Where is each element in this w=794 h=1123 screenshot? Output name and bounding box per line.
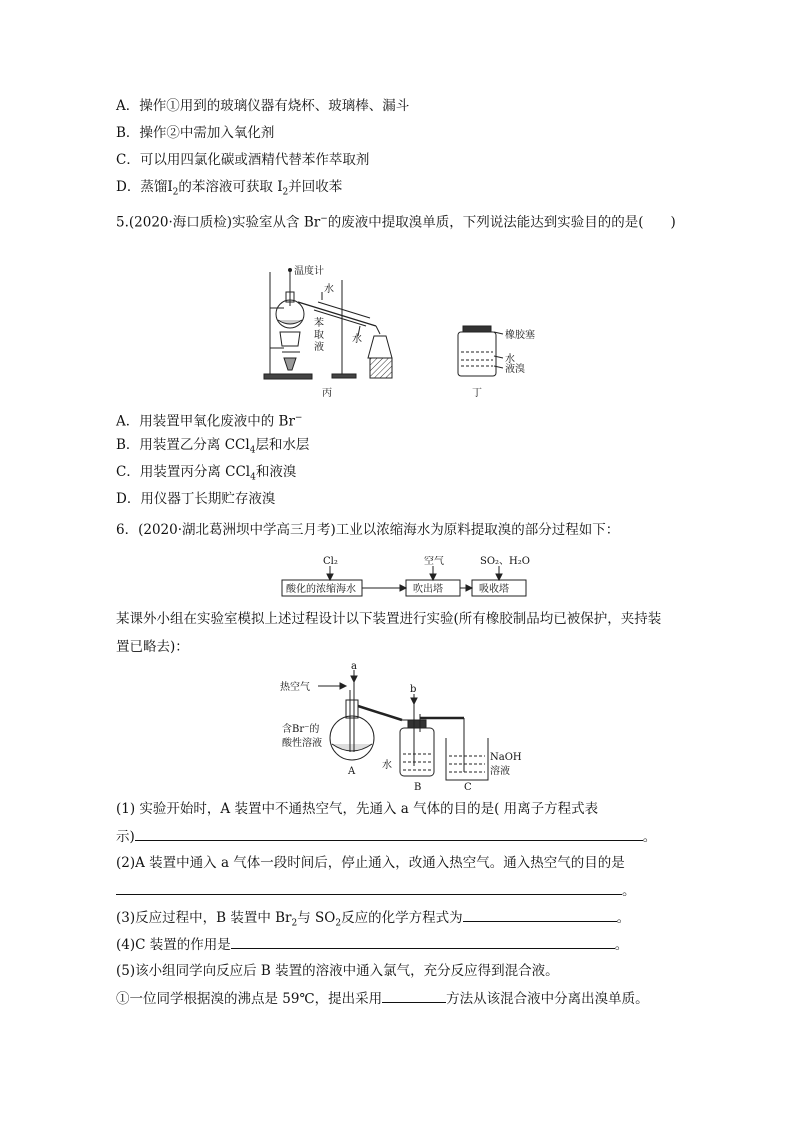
q4-d-sub-1: 2 bbox=[172, 187, 179, 198]
q6-part-2-b bbox=[116, 880, 636, 901]
water-label: 水 bbox=[382, 760, 392, 771]
solution-label: 溶液 bbox=[490, 766, 510, 777]
answer-blank-1[interactable] bbox=[135, 826, 643, 841]
q6-part-1-period: 。 bbox=[642, 829, 657, 845]
q5-a-text: A．用装置甲氧化废液中的 Br bbox=[116, 413, 295, 430]
q5-b-sub: 4 bbox=[249, 445, 256, 456]
q6-part-3-sub-1: 2 bbox=[291, 918, 298, 929]
q5-stem-sup: − bbox=[320, 214, 328, 224]
reagent-bottle bbox=[458, 332, 496, 376]
q6-part-3 bbox=[116, 907, 630, 934]
figure-ding-label: 丁 bbox=[472, 388, 482, 399]
water-out-label: 水 bbox=[352, 334, 362, 345]
answer-blank-3[interactable] bbox=[463, 907, 617, 922]
q5-stem bbox=[116, 209, 676, 233]
answer-blank-4[interactable] bbox=[231, 934, 615, 949]
q5-figure bbox=[258, 262, 548, 402]
flow-air-label: 空气 bbox=[424, 556, 444, 567]
q5-b-text-2: 层和水层 bbox=[255, 437, 310, 453]
q6-part-3-period: 。 bbox=[616, 910, 631, 926]
q4-option-a: A．操作①用到的玻璃仪器有烧杯、玻璃棒、漏斗 bbox=[116, 98, 410, 114]
q6-part-3-text-2: 与 SO bbox=[297, 910, 336, 926]
naoh-label: NaOH bbox=[490, 752, 522, 763]
q6-part-3-text-1: (3)反应过程中，B 装置中 Br bbox=[116, 910, 292, 926]
label-c: C bbox=[464, 782, 472, 793]
q6-intro-1: 某课外小组在实验室模拟上述过程设计以下装置进行实验(所有橡胶制品均已被保护，夹持装 bbox=[116, 611, 662, 627]
flow-so2-label: SO₂、H₂O bbox=[480, 556, 530, 567]
q4-option-c: C．可以用四氯化碳或酒精代替苯作萃取剂 bbox=[116, 152, 370, 168]
flow-box2-label: 吹出塔 bbox=[413, 584, 443, 595]
answer-blank-5[interactable] bbox=[382, 988, 446, 1003]
extract-label-2: 取 bbox=[314, 330, 324, 341]
q6-part-3-sub-2: 2 bbox=[335, 918, 342, 929]
beaker-c bbox=[446, 738, 488, 780]
label-a: A bbox=[348, 766, 356, 777]
q4-d-sub-2: 2 bbox=[282, 187, 289, 198]
stopper-label: 橡胶塞 bbox=[505, 330, 535, 341]
figure-bing-label: 丙 bbox=[322, 388, 332, 399]
q5-option-c bbox=[116, 462, 296, 488]
rubber-stopper bbox=[463, 326, 491, 332]
receiving-flask bbox=[368, 336, 392, 358]
flow-box1-label: 酸化的浓缩海水 bbox=[286, 584, 356, 595]
water-in-label: 水 bbox=[324, 284, 334, 295]
q6-part-5-1 bbox=[116, 988, 649, 1009]
q6-stem: 6．(2020·湖北葛洲坝中学高三月考)工业以浓缩海水为原料提取溴的部分过程如下： bbox=[116, 522, 620, 538]
q6-intro-2: 置已略去)： bbox=[116, 639, 189, 655]
bottle-water-label: 水 bbox=[505, 354, 515, 365]
gas-b-label: b bbox=[410, 684, 417, 695]
q5-c-text-2: 和液溴 bbox=[255, 464, 297, 480]
q4-d-text-2: 的苯溶液可获取 I bbox=[178, 179, 283, 195]
solution-label-2: 酸性溶液 bbox=[282, 738, 322, 749]
q6-part-5-1-text-1: ①一位同学根据溴的沸点是 59℃，提出采用 bbox=[116, 991, 383, 1007]
q4-d-text-1: D．蒸馏I bbox=[116, 179, 173, 195]
thermometer-label: 温度计 bbox=[294, 266, 324, 277]
q6-part-4-text: (4)C 装置的作用是 bbox=[116, 937, 231, 953]
bottle-b bbox=[400, 728, 434, 776]
flow-box3-label: 吸收塔 bbox=[479, 584, 509, 595]
q5-c-text-1: C．用装置丙分离 CCl bbox=[116, 464, 251, 480]
q6-part-1-b bbox=[116, 826, 656, 847]
extract-label-3: 液 bbox=[314, 342, 324, 353]
q6-flow-diagram bbox=[280, 556, 540, 598]
hot-air-label: 热空气 bbox=[280, 682, 310, 693]
solution-label-1: 含Br⁻的 bbox=[282, 724, 320, 735]
q5-option-d: D．用仪器丁长期贮存液溴 bbox=[116, 491, 276, 507]
q6-part-2-a: (2)A 装置中通入 a 气体一段时间后，停止通入，改通入热空气。通入热空气的目的是 bbox=[116, 855, 625, 871]
q6-part-5: (5)该小组同学向反应后 B 装置的溶液中通入氯气，充分反应得到混合液。 bbox=[116, 963, 559, 979]
q6-apparatus bbox=[278, 662, 528, 794]
q5-c-sub: 4 bbox=[250, 472, 256, 483]
label-b: B bbox=[414, 782, 422, 793]
q5-option-b bbox=[116, 435, 309, 461]
q6-part-1-a: (1) 实验开始时，A 装置中不通热空气，先通入 a 气体的目的是( 用离子方程式表 bbox=[116, 801, 599, 817]
stand-base bbox=[264, 374, 312, 379]
q4-d-text-3: 并回收苯 bbox=[288, 179, 343, 195]
q6-part-1-b-text: 示) bbox=[116, 829, 135, 845]
flask-a bbox=[330, 716, 374, 760]
q5-b-text-1: B．用装置乙分离 CCl bbox=[116, 437, 250, 453]
extract-label-1: 苯 bbox=[314, 318, 324, 329]
q6-part-5-1-text-2: 方法从该混合液中分离出溴单质。 bbox=[446, 991, 649, 1007]
q4-option-d bbox=[116, 177, 342, 203]
q5-stem-post: 的废液中提取溴单质，下列说法能达到实验目的的是( ) bbox=[327, 214, 676, 231]
q5-stem-pre: 5.(2020·海口质检)实验室从含 Br bbox=[116, 214, 321, 231]
burner bbox=[284, 358, 296, 370]
answer-blank-2[interactable] bbox=[116, 880, 622, 895]
gas-a-label: a bbox=[351, 662, 357, 672]
q5-option-a bbox=[116, 408, 302, 432]
q5-a-sup: − bbox=[294, 413, 303, 423]
q6-part-2-period: 。 bbox=[622, 883, 636, 899]
q6-part-4-period: 。 bbox=[614, 937, 629, 953]
q6-part-4 bbox=[116, 934, 628, 955]
q6-part-3-text-3: 反应的化学方程式为 bbox=[341, 910, 463, 926]
flow-cl2-label: Cl₂ bbox=[323, 556, 338, 567]
q4-option-b: B．操作②中需加入氧化剂 bbox=[116, 125, 275, 141]
liquid-bromine-label: 液溴 bbox=[505, 364, 525, 375]
